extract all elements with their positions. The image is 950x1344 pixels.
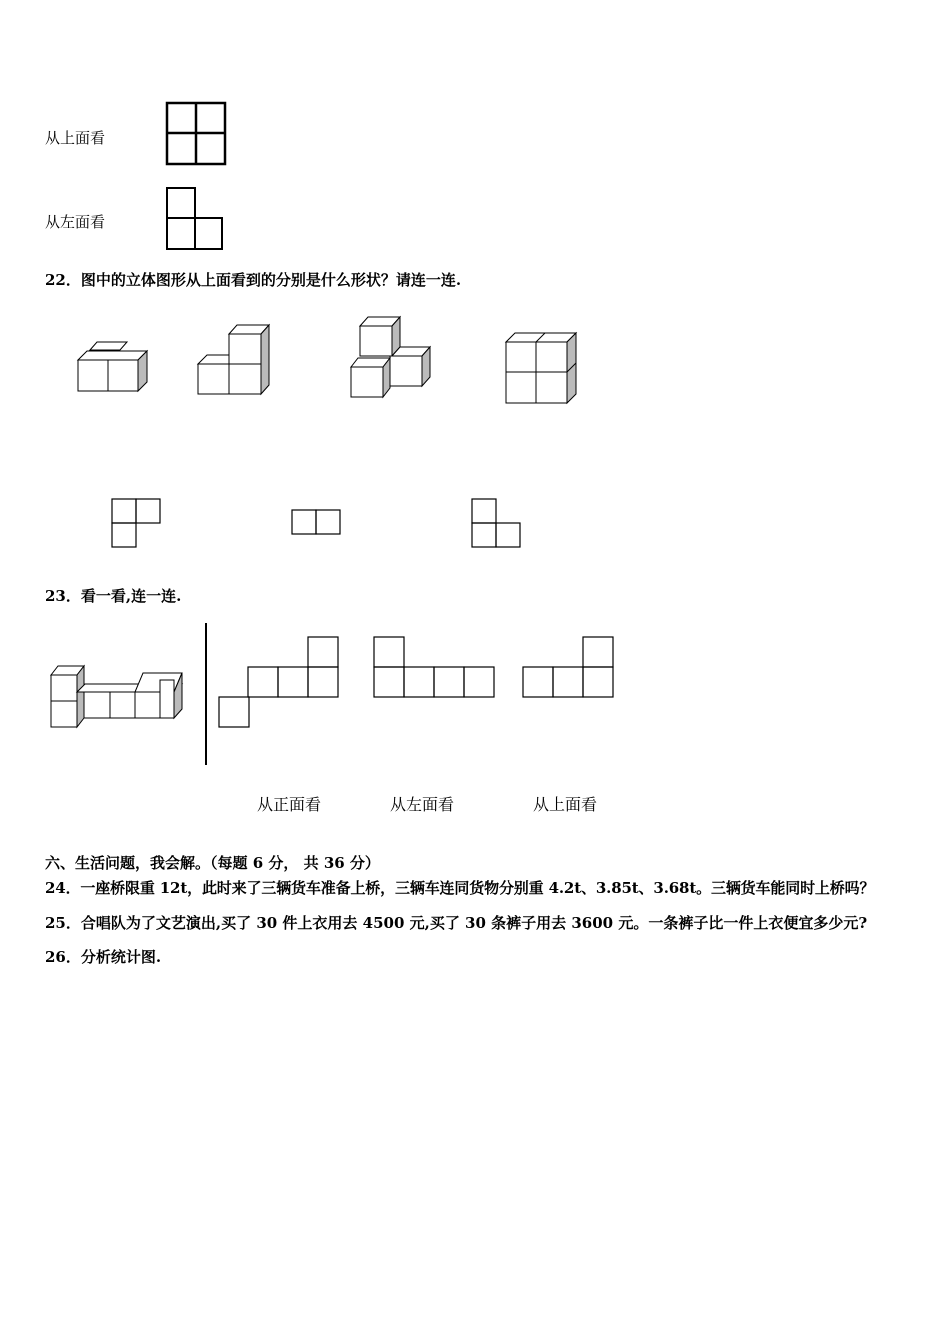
plan-view-3 xyxy=(470,497,524,551)
top-view-figure xyxy=(165,100,229,168)
view-label-left: 从左面看 xyxy=(45,213,106,231)
left-view-figure xyxy=(165,186,227,252)
solid-figure-3 xyxy=(348,315,438,401)
view-label-top-q23: 从上面看 xyxy=(533,795,598,814)
question-22-text: 22．图中的立体图形从上面看到的分别是什么形状？请连一连. xyxy=(45,271,462,289)
view-label-front: 从正面看 xyxy=(257,795,322,814)
section-6-title: 六、生活问题，我会解。（每题 6 分， 共 36 分） xyxy=(45,854,380,872)
view-shape-3 xyxy=(521,635,615,699)
solid-figure-2 xyxy=(195,320,275,400)
view-shape-1 xyxy=(217,635,341,729)
solid-figure-4 xyxy=(503,330,583,408)
plan-view-1 xyxy=(110,497,164,551)
question-25-text: 25．合唱队为了文艺演出,买了 30 件上衣用去 4500 元,买了 30 条裤子用去 3600 元。一条裤子比一件上衣便宜多少元? xyxy=(45,914,868,932)
plan-view-2 xyxy=(290,508,344,538)
question-24-text: 24．一座桥限重 12t，此时来了三辆货车准备上桥，三辆车连同货物分别重 4.2t、3.85t、3.68t。三辆货车能同时上桥吗？ xyxy=(45,879,875,897)
question-23-text: 23．看一看,连一连. xyxy=(45,587,182,605)
question-26-text: 26．分析统计图. xyxy=(45,948,162,966)
solid-figure-1 xyxy=(75,338,155,398)
vertical-divider xyxy=(205,623,207,765)
view-label-left-q23: 从左面看 xyxy=(390,795,455,814)
solid-figure-q23 xyxy=(48,660,186,732)
view-shape-2 xyxy=(372,635,496,699)
view-label-top: 从上面看 xyxy=(45,129,106,147)
